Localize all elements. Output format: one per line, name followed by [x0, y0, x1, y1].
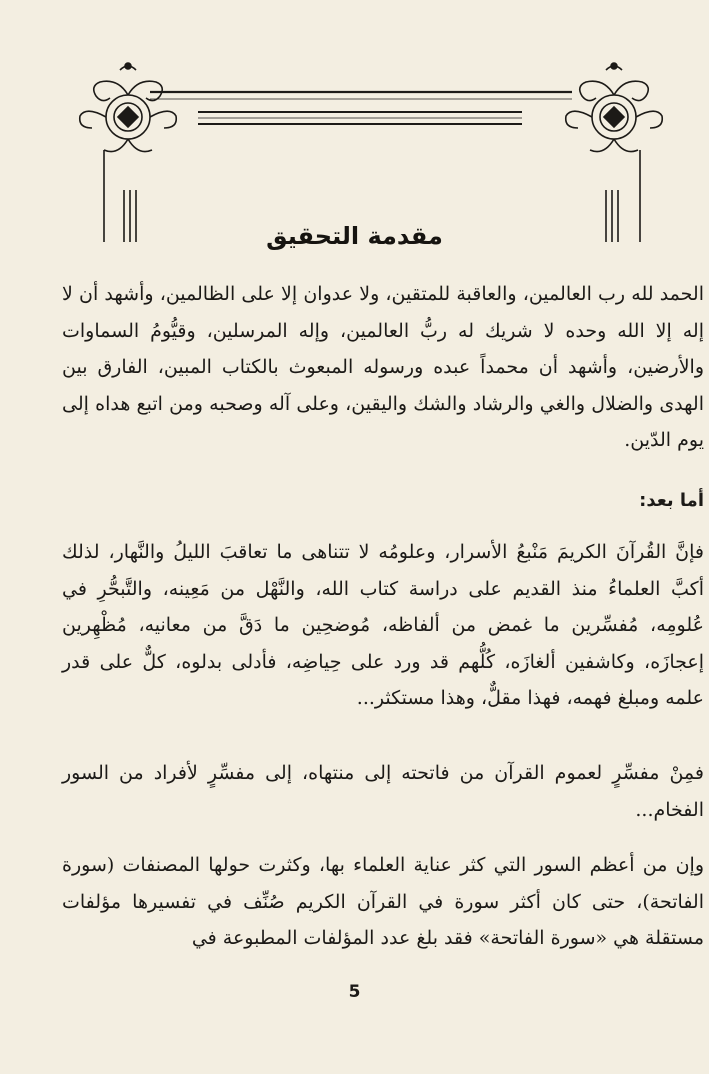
left-corner-ornament [80, 63, 177, 152]
ornamental-header-frame [0, 0, 709, 260]
intro-paragraph: الحمد لله رب العالمين، والعاقبة للمتقين، ولا عدوان إلا على الظالمين، وأشهد أن لا إله إلا الله وحده لا شريك له ربُّ العالمين، وإله المرسلين، وقيُّومُ السماوات والأرضين، وأشهد أن محمداً عبده ورسوله المبعوث بالكتاب المبين، الفارق بين الهدى والضلال والغي والرشاد والشك واليقين، وعلى آله وصحبه ومن اتبع هداه إلى يوم الدّين. [62, 283, 704, 451]
header-rules [150, 92, 572, 124]
amma-baad-heading: أما بعد: [639, 490, 704, 511]
page-title: مقدمة التحقيق [266, 222, 443, 250]
right-corner-ornament [566, 63, 663, 152]
paragraph-commentators: فمِنْ مفسِّرٍ لعموم القرآن من فاتحته إلى منتهاه، إلى مفسِّرٍ لأفراد من السور الفخام... [62, 762, 704, 821]
page-number: 5 [348, 982, 361, 1002]
paragraph-quran-sciences: فإنَّ القُرآنَ الكريمَ مَنْبعُ الأسرار، وعلومُه لا تتناهى ما تعاقبَ الليلُ والنَّهار، لذلك أكبَّ العلماءُ منذ القديم على دراسة كتاب الله، والنَّهْل من مَعِينه، والتَّبحُّرِ في عُلومِه، مُفسِّرين ما غمض من ألفاظه، مُوضحِين ما دَقَّ من معانيه، مُظْهِرين إعجازَه، وكاشفين ألغازَه، كُلُّهم قد ورد على حِياضِه، فأدلى بدلوه، كلٌّ على قدر علمه ومبلغ فهمه، فهذا مقلٌّ، وهذا مستكثر... [62, 541, 704, 709]
paragraph-surat-al-fatiha: وإن من أعظم السور التي كثر عناية العلماء بها، وكثرت حولها المصنفات (سورة الفاتحة)، حتى كان أكثر سورة في القرآن الكريم صُنِّف في تفسيرها مؤلفات مستقلة هي «سورة الفاتحة» فقد بلغ عدد المؤلفات المطبوعة في [62, 854, 704, 949]
